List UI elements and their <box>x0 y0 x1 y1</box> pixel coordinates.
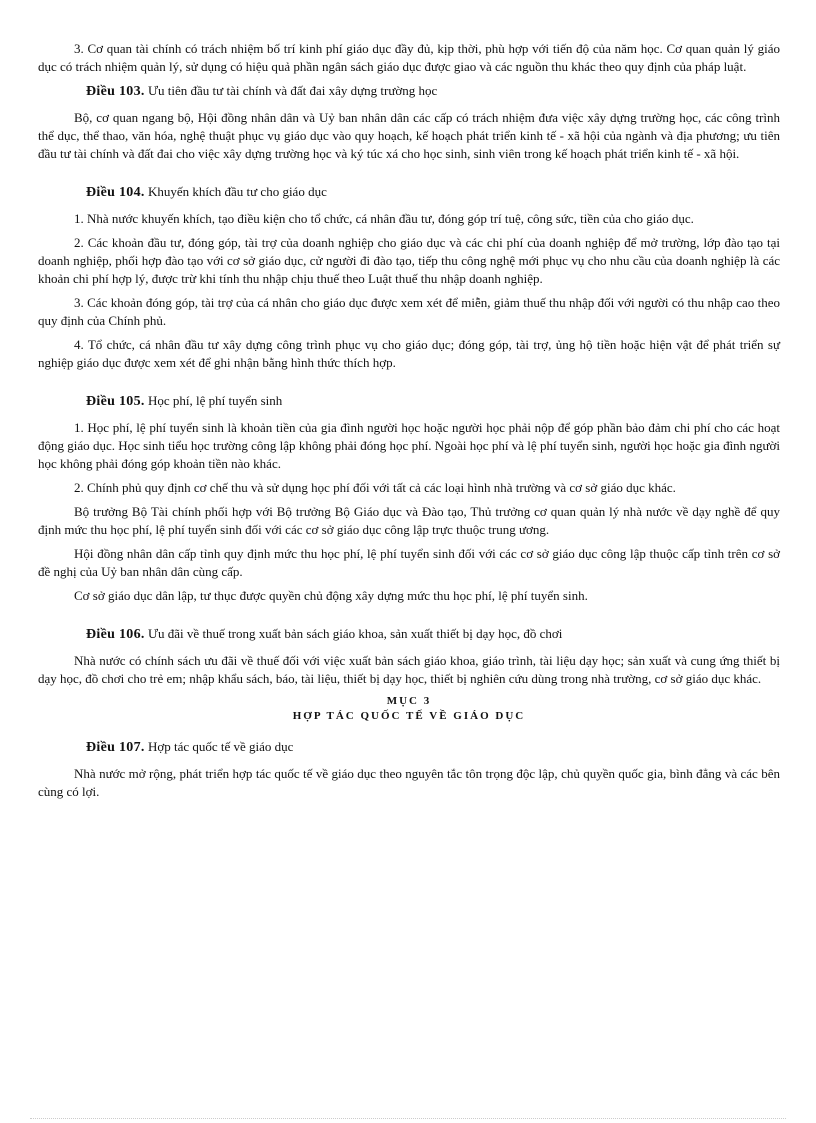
page-bottom-divider <box>30 1118 786 1119</box>
article-heading-106 <box>38 625 780 644</box>
article-number: Điều 105. <box>86 394 145 409</box>
section-title: HỢP TÁC QUỐC TẾ VỀ GIÁO DỤC <box>292 710 526 722</box>
paragraph: 1. Học phí, lệ phí tuyển sinh là khoản tiền của gia đình người học hoặc người học phải nộp để góp phần bảo đảm chi phí cho các hoạt động giáo dục. Học sinh tiểu học trường công lập không phải đóng học phí. Ngoài học phí và lệ phí tuyển sinh, người học hoặc gia đình người học không phải đóng góp khoản tiền nào khác. <box>38 420 780 471</box>
paragraph: 2. Chính phủ quy định cơ chế thu và sử dụng học phí đối với tất cả các loại hình nhà trường và cơ sở giáo dục khác. <box>74 480 676 495</box>
paragraph: Nhà nước có chính sách ưu đãi về thuế đối với việc xuất bản sách giáo khoa, giáo trình, tài liệu dạy học; sản xuất và cung ứng thiết bị dạy học, đồ chơi cho trẻ em; nhập khẩu sách, báo, tài liệu, thiết bị dạy học, thiết bị nghiên cứu dùng trong nhà trường, cơ sở giáo dục khác. <box>38 653 780 686</box>
article-heading-105 <box>38 392 780 411</box>
paragraph: 3. Cơ quan tài chính có trách nhiệm bố trí kinh phí giáo dục đầy đủ, kịp thời, phù hợp với tiến độ của năm học. Cơ quan quản lý giáo dục có trách nhiệm quản lý, sử dụng có hiệu quả phần ngân sách giáo dục được giao và các nguồn thu khác theo quy định của pháp luật. <box>38 41 780 74</box>
article-title: Hợp tác quốc tế về giáo dục <box>144 739 294 754</box>
article-heading-103 <box>38 82 780 101</box>
paragraph: 2. Các khoản đầu tư, đóng góp, tài trợ của doanh nghiệp cho giáo dục và các chi phí của doanh nghiệp để mở trường, lớp đào tạo tại doanh nghiệp, phối hợp đào tạo với cơ sở giáo dục, cử người đi đào tạo, tiếp thu công nghệ mới phục vụ cho nhu cầu của doanh nghiệp là các khoản chi phí hợp lý, được trừ khi tính thu nhập chịu thuế theo Luật thuế thu nhập doanh nghiệp. <box>38 235 780 286</box>
article-number: Điều 107. <box>86 740 145 755</box>
paragraph: Nhà nước mở rộng, phát triển hợp tác quốc tế về giáo dục theo nguyên tắc tôn trọng độc lập, chủ quyền quốc gia, bình đẳng và các bên cùng có lợi. <box>38 766 780 799</box>
article-number: Điều 106. <box>86 627 145 642</box>
paragraph: Hội đồng nhân dân cấp tỉnh quy định mức thu học phí, lệ phí tuyển sinh đối với các cơ sở giáo dục công lập thuộc cấp tỉnh trên cơ sở đề nghị của Uỷ ban nhân dân cùng cấp. <box>38 546 780 579</box>
paragraph: 1. Nhà nước khuyến khích, tạo điều kiện cho tổ chức, cá nhân đầu tư, đóng góp trí tuệ, công sức, tiền của cho giáo dục. <box>74 211 694 226</box>
paragraph: 3. Các khoản đóng góp, tài trợ của cá nhân cho giáo dục được xem xét để miễn, giảm thuế thu nhập đối với người có thu nhập cao theo quy định của Chính phủ. <box>38 295 780 328</box>
paragraph: Cơ sở giáo dục dân lập, tư thục được quyền chủ động xây dựng mức thu học phí, lệ phí tuyển sinh. <box>74 588 588 603</box>
paragraph: Bộ trưởng Bộ Tài chính phối hợp với Bộ trưởng Bộ Giáo dục và Đào tạo, Thủ trưởng cơ quan quản lý nhà nước về dạy nghề để quy định mức thu học phí, lệ phí tuyển sinh đối với các cơ sở giáo dục công lập trực thuộc trung ương. <box>38 504 780 537</box>
article-title: Học phí, lệ phí tuyển sinh <box>144 393 283 408</box>
article-heading-107 <box>38 738 780 757</box>
article-title: Ưu đãi về thuế trong xuất bản sách giáo khoa, sản xuất thiết bị dạy học, đồ chơi <box>144 626 563 641</box>
section-label: MỤC 3 <box>386 695 432 707</box>
article-number: Điều 103. <box>86 84 145 99</box>
article-title: Khuyến khích đầu tư cho giáo dục <box>144 184 327 199</box>
paragraph: Bộ, cơ quan ngang bộ, Hội đồng nhân dân và Uỷ ban nhân dân các cấp có trách nhiệm đưa việc xây dựng trường học, các công trình thể dục, thể thao, văn hóa, nghệ thuật phục vụ giáo dục vào quy hoạch, kế hoạch phát triển kinh tế - xã hội của ngành và địa phương; ưu tiên đầu tư tài chính và đất đai cho việc xây dựng trường học và ký túc xá cho học sinh, sinh viên trong kế hoạch phát triển kinh tế - xã hội. <box>38 110 780 161</box>
paragraph: 4. Tổ chức, cá nhân đầu tư xây dựng công trình phục vụ cho giáo dục; đóng góp, tài trợ, ủng hộ tiền hoặc hiện vật để phát triển sự nghiệp giáo dục được xem xét để ghi nhận bằng hình thức thích hợp. <box>38 337 780 370</box>
document-body <box>38 40 780 807</box>
article-heading-104 <box>38 183 780 202</box>
article-title: Ưu tiên đầu tư tài chính và đất đai xây dựng trường học <box>144 83 438 98</box>
article-number: Điều 104. <box>86 185 145 200</box>
